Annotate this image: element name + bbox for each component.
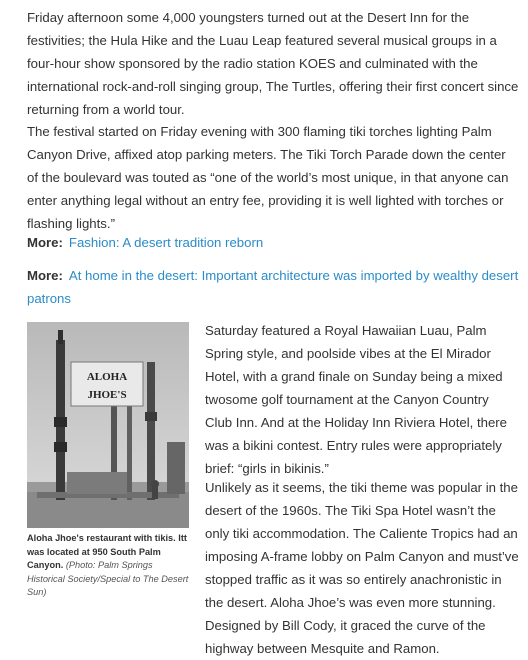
photo-caption (27, 532, 192, 600)
photo-figure (27, 322, 189, 600)
link-architecture-article[interactable]: At home in the desert: Important architecture was imported by wealthy desert patrons (27, 268, 519, 306)
more-label: More: (27, 268, 63, 283)
paragraph-luau: Saturday featured a Royal Hawaiian Luau, Palm Spring style, and poolside vibes at the El Mirador Hotel, with a grand finale on Sunday being a mixed twosome golf tournament at the Canyon Country Club Inn. And at the Holiday Inn Riviera Hotel, there was a bikini contest. Entry rules were appropriately brief: “girls in bikinis.” (205, 323, 508, 476)
more-link-row (27, 264, 519, 310)
sign-lettering: ALOHA (86, 371, 128, 383)
paragraph-torch-parade: The festival started on Friday evening with 300 flaming tiki torches lighting Palm Canyon Drive, affixed atop parking meters. The Tiki Torch Parade down the center of the boulevard was touted as “one of the world’s most unique, in that anyone can enter anything legal without an entry fee, providing it is well lighted with torches or flashing lights.” (27, 124, 509, 231)
sign-lettering: JHOE'S (87, 389, 127, 401)
more-link-row (27, 231, 519, 254)
more-label: More: (27, 235, 63, 250)
photo-credit: (Photo: Palm Springs Historical Society/Special to The Desert Sun) (27, 560, 189, 597)
link-fashion-article[interactable]: Fashion: A desert tradition reborn (68, 235, 264, 250)
paragraph-tiki-theme: Unlikely as it seems, the tiki theme was popular in the desert of the 1960s. The Tiki Spa Hotel wasn’t the only tiki accommodation. The Caliente Tropics had an imposing A-frame lobby on Palm Canyon and must’ve stopped traffic as it was so entirely anachronistic in the desert. Aloha Jhoe’s was even more stunning. Designed by Bill Cody, it graced the curve of the highway between Mesquite and Ramon. (205, 480, 519, 656)
caption-text: Aloha Jhoe's restaurant with tikis. Itt was located at 950 South Palm Canyon. (27, 533, 187, 570)
paragraph-festivities: Friday afternoon some 4,000 youngsters turned out at the Desert Inn for the festivities; the Hula Hike and the Luau Leap featured several musical groups in a four-hour show sponsored by the radio station KOES and culminated with the international rock-and-roll singing group, The Turtles, offering their first concert since returning from a world tour. (27, 10, 519, 117)
aloha-jhoes-photo[interactable] (27, 322, 189, 528)
